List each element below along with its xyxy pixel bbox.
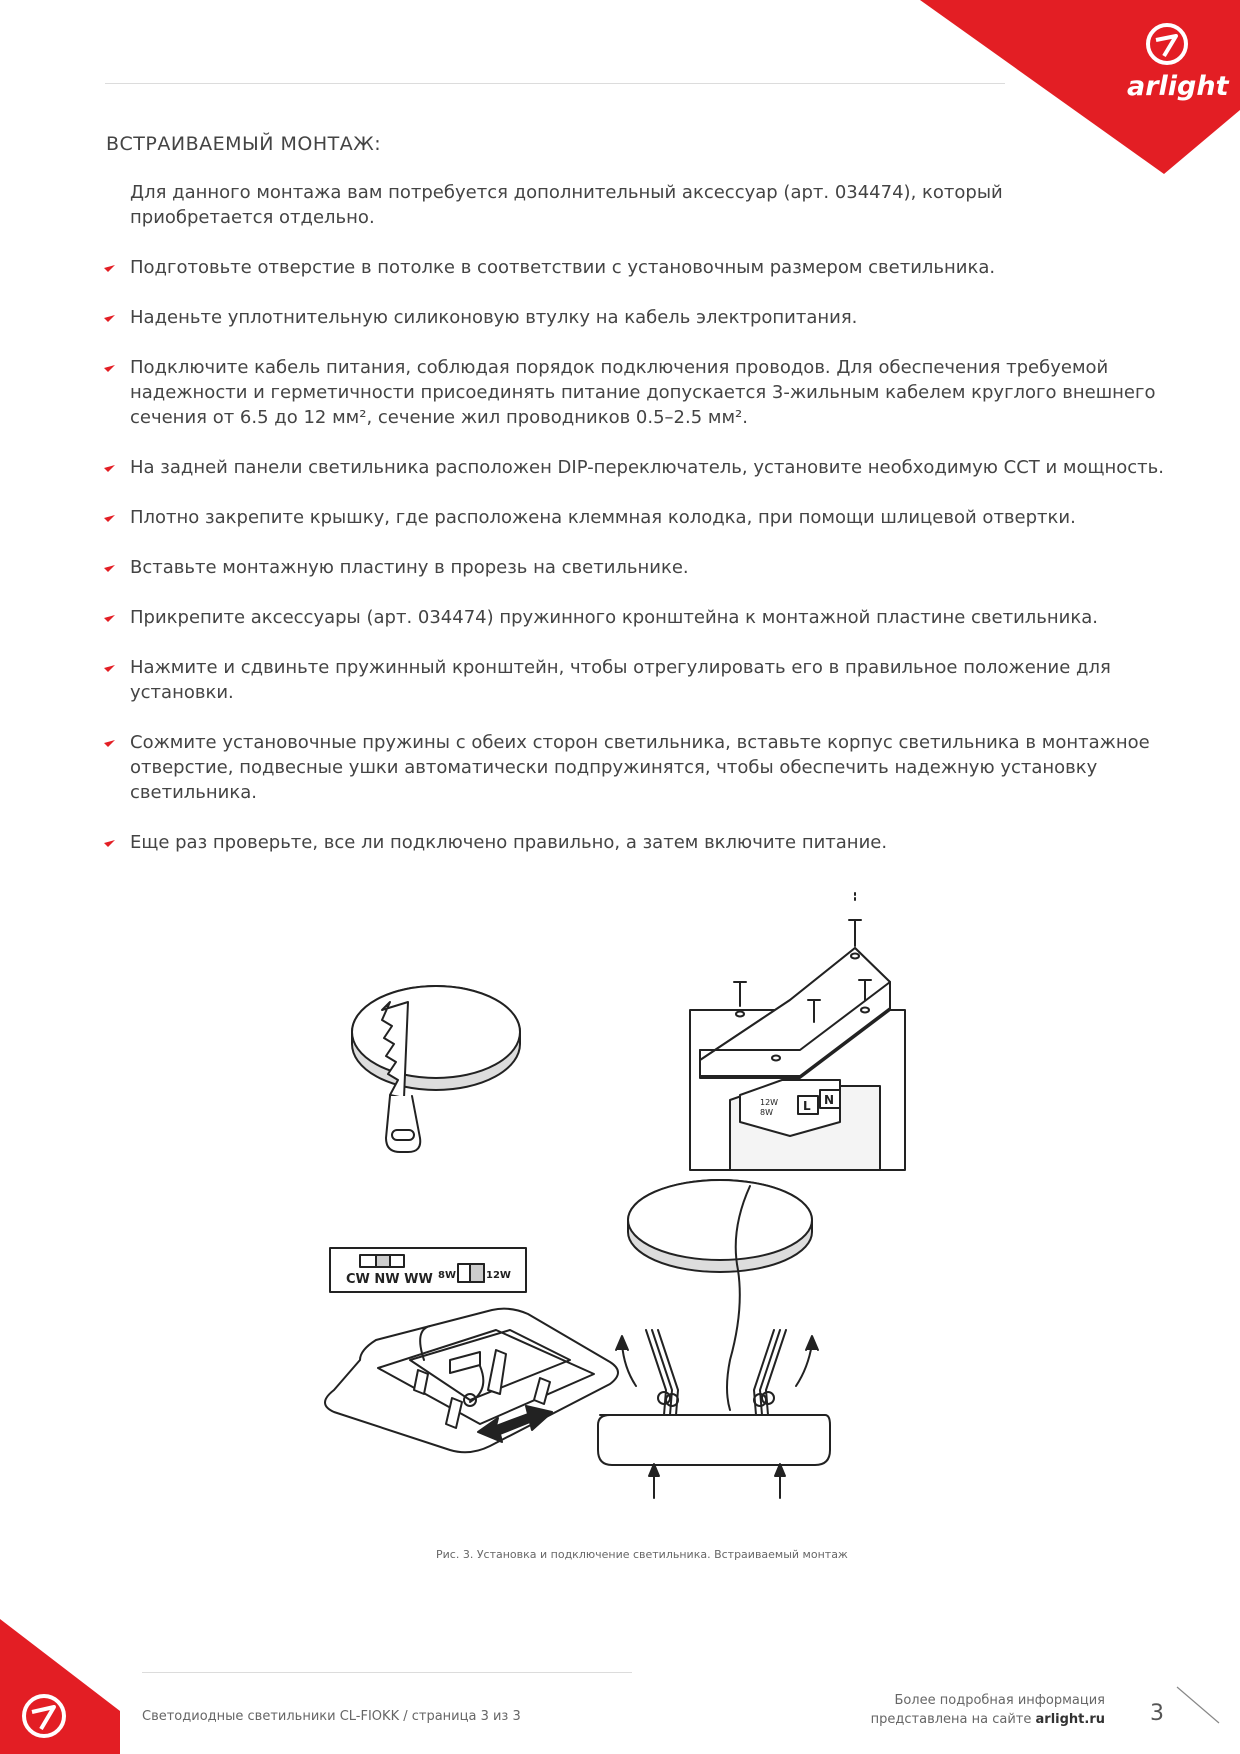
dip-switch-diagram	[330, 1248, 526, 1292]
step-text: Подготовьте отверстие в потолке в соответствии с установочным размером светильника.	[130, 257, 996, 278]
brand-corner-top	[920, 0, 1240, 180]
svg-text:CW NW WW: CW NW WW	[346, 1272, 433, 1287]
svg-text:L: L	[803, 1099, 811, 1113]
list-item	[104, 305, 1194, 330]
svg-text:N: N	[824, 1093, 835, 1107]
spring-install-illustration	[598, 1180, 830, 1498]
step-text: Прикрепите аксессуары (арт. 034474) пружинного кронштейна к монтажной пластине светильника.	[130, 607, 1098, 628]
step-text: Наденьте уплотнительную силиконовую втулку на кабель электропитания.	[130, 307, 858, 328]
header-divider	[105, 83, 1005, 84]
bullet-arrow-icon	[104, 364, 116, 372]
bullet-arrow-icon	[104, 514, 116, 522]
step-text: На задней панели светильника расположен DIP-переключатель, установите необходимую CCT и мощность.	[130, 457, 1164, 478]
list-item	[104, 355, 1194, 430]
svg-text:12W: 12W	[486, 1270, 511, 1281]
installation-steps	[104, 255, 1194, 880]
bullet-arrow-icon	[104, 839, 116, 847]
terminal-cover-illustration	[690, 890, 905, 1170]
bullet-arrow-icon	[104, 314, 116, 322]
svg-text:8W: 8W	[760, 1108, 773, 1117]
page-number: 3	[1150, 1701, 1164, 1726]
list-item	[104, 830, 1194, 855]
list-item	[104, 255, 1194, 280]
bullet-arrow-icon	[104, 664, 116, 672]
footer-info-line: представлена на сайте arlight.ru	[870, 1712, 1105, 1727]
ceiling-cutout-saw-illustration	[352, 986, 520, 1152]
mounting-plate-illustration	[325, 1309, 618, 1453]
bullet-arrow-icon	[104, 264, 116, 272]
brand-corner-bottom	[0, 1619, 120, 1754]
bullet-arrow-icon	[104, 464, 116, 472]
list-item	[104, 505, 1194, 530]
step-text: Еще раз проверьте, все ли подключено правильно, а затем включите питание.	[130, 832, 888, 853]
bullet-arrow-icon	[104, 614, 116, 622]
list-item	[104, 605, 1194, 630]
arlight-logo-text: arlight	[1127, 71, 1229, 102]
section-title: ВСТРАИВАЕМЫЙ МОНТАЖ:	[106, 133, 382, 155]
list-item	[104, 655, 1194, 705]
page-slash-decoration	[1175, 1685, 1221, 1725]
footer-divider	[142, 1672, 632, 1673]
bullet-arrow-icon	[104, 739, 116, 747]
footer-document-title: Светодиодные светильники CL-FIOKK / страница 3 из 3	[142, 1709, 521, 1724]
list-item	[104, 555, 1194, 580]
intro-paragraph: Для данного монтажа вам потребуется дополнительный аксессуар (арт. 034474), который приобретается отдельно.	[130, 182, 1003, 228]
step-text: Подключите кабель питания, соблюдая порядок подключения проводов. Для обеспечения требуемой надежности и герметичности присоединять питание допускается 3-жильным кабелем круглого внешнего сечения от 6.5 до 12 мм², сечение жил проводников 0.5–2.5 мм².	[130, 357, 1156, 428]
step-text: Нажмите и сдвиньте пружинный кронштейн, чтобы отрегулировать его в правильное положение для установки.	[130, 657, 1111, 703]
figure-caption: Рис. 3. Установка и подключение светильника. Встраиваемый монтаж	[436, 1548, 848, 1561]
footer-info-line: Более подробная информация	[894, 1693, 1105, 1708]
footer-info	[871, 1691, 1105, 1729]
installation-figure	[320, 890, 940, 1500]
list-item	[104, 455, 1194, 480]
step-text: Сожмите установочные пружины с обеих сторон светильника, вставьте корпус светильника в монтажное отверстие, подвесные ушки автоматически подпружинятся, чтобы обеспечить надежную установку светильника.	[130, 732, 1150, 803]
bullet-arrow-icon	[104, 564, 116, 572]
svg-text:12W: 12W	[760, 1098, 779, 1107]
step-text: Вставьте монтажную пластину в прорезь на светильнике.	[130, 557, 689, 578]
svg-text:8W: 8W	[438, 1270, 456, 1281]
push-arrow-icon	[649, 1464, 785, 1498]
list-item	[104, 730, 1194, 805]
step-text: Плотно закрепите крышку, где расположена клеммная колодка, при помощи шлицевой отвертки.	[130, 507, 1076, 528]
website-link[interactable]: arlight.ru	[1035, 1712, 1105, 1727]
